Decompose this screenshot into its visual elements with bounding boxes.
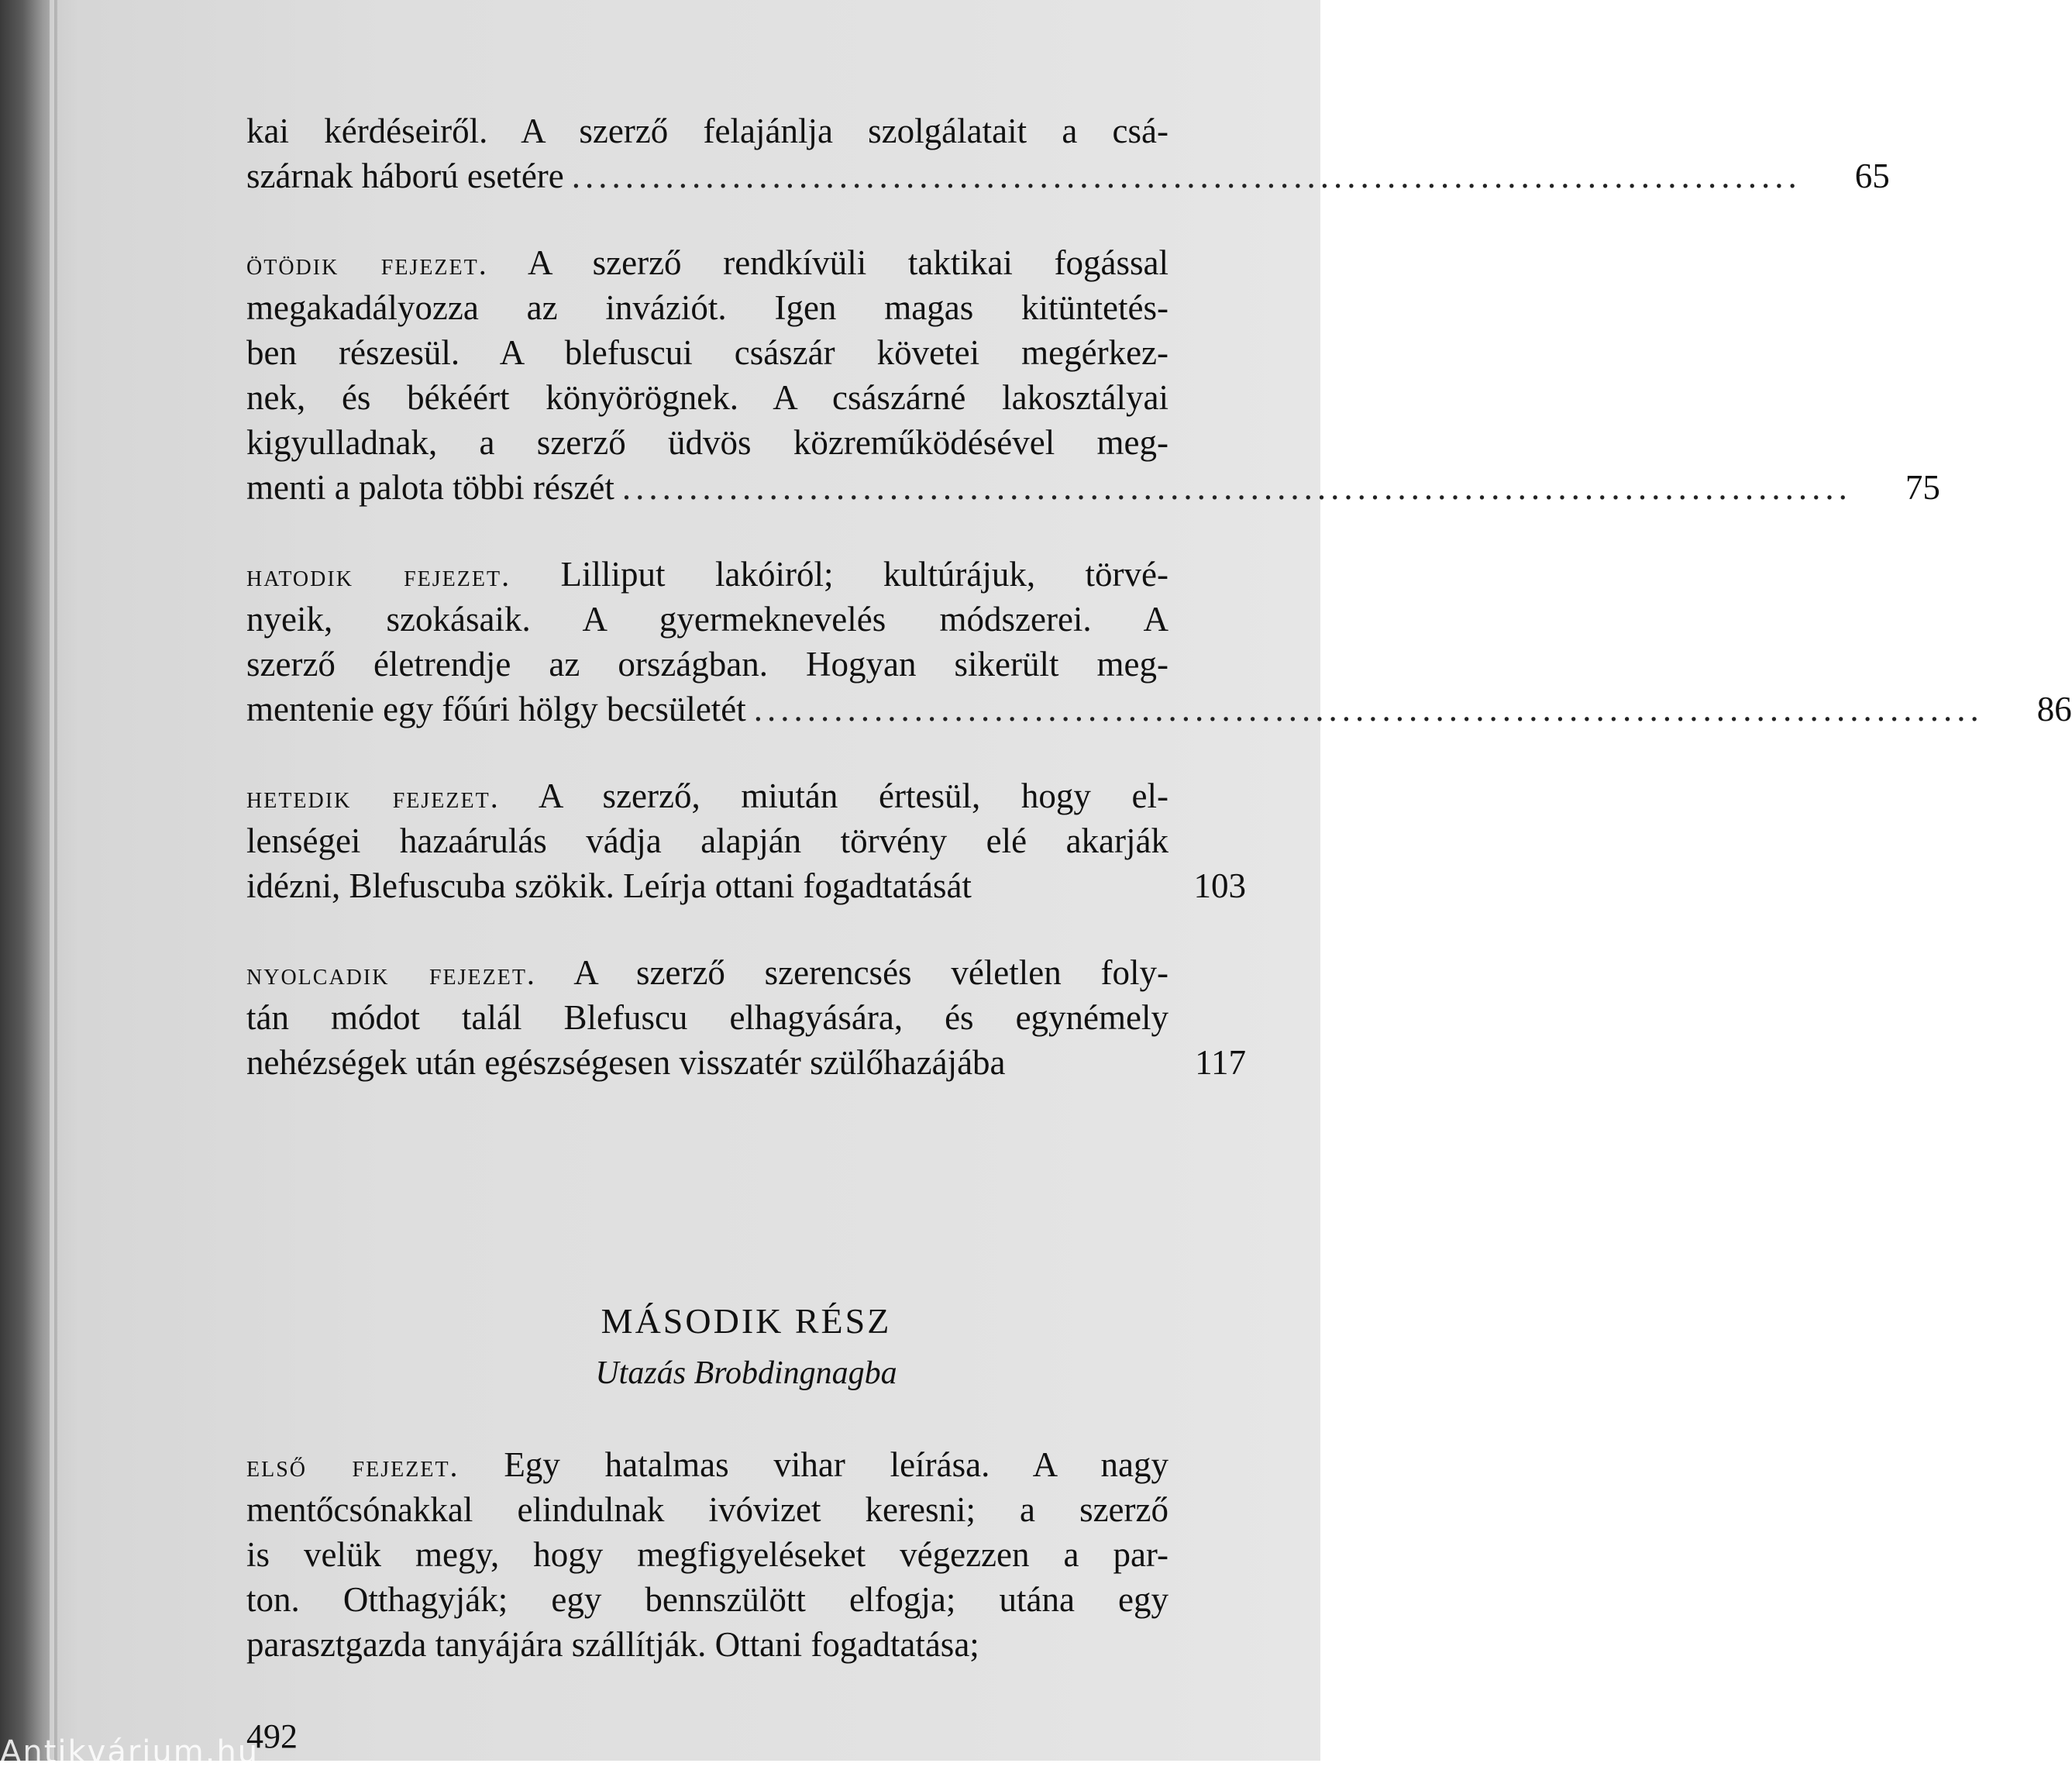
page-ref: 117 — [1195, 1043, 1246, 1082]
entry-first-line: Egy hatalmas vihar leírása. A nagy — [504, 1445, 1169, 1484]
page-ref: 103 — [1193, 866, 1246, 905]
page-ref: 75 — [1905, 468, 1940, 507]
leader-dots: ............................................................................................ — [621, 468, 1852, 507]
entry-line: megakadályozza az inváziót. Igen magas kitüntetés- — [246, 288, 1169, 327]
entry-line: kigyulladnak, a szerző üdvös közreműködésével meg- — [246, 423, 1169, 462]
entry-last-line: idézni, Blefuscuba szökik. Leírja ottani fogadtatását — [246, 866, 972, 905]
page-ref: 86 — [2036, 690, 2072, 728]
book-spine — [0, 0, 57, 1761]
entry-last-line: szárnak háború esetére — [246, 157, 564, 195]
toc-entry-chapter-5 — [246, 240, 1940, 510]
entry-line: szerző életrendje az országban. Hogyan sikerült meg- — [246, 645, 1169, 684]
entry-first-line: Lilliput lakóiról; kultúrájuk, törvé- — [560, 555, 1169, 594]
page-number: 492 — [246, 1717, 298, 1755]
entry-last-line: nehézségek után egészségesen visszatér szülőhazájába — [246, 1043, 1006, 1082]
entry-first-line: A szerző, miután értesül, hogy el- — [538, 777, 1169, 815]
entry-last-line: mentenie egy főúri hölgy becsületét — [246, 690, 746, 728]
page-ref: 65 — [1854, 157, 1890, 195]
entry-line: kai kérdéseiről. A szerző felajánlja szolgálatait a csá- — [246, 112, 1169, 150]
entry-line: is velük megy, hogy megfigyeléseket végezzen a par- — [246, 1535, 1169, 1574]
toc-entry-chapter-6 — [246, 552, 2072, 732]
chapter-label: ötödik fejezet. — [246, 246, 488, 281]
entry-line: nyeik, szokásaik. A gyermeknevelés módszerei. A — [246, 600, 1169, 639]
toc-text-block — [246, 108, 2072, 1127]
entry-line: ton. Otthagyják; egy bennszülött elfogja; utána egy — [246, 1580, 1169, 1619]
entry-first-line: A szerző rendkívüli taktikai fogással — [527, 243, 1169, 282]
entry-line: nek, és békéért könyörögnek. A császárné lakosztályai — [246, 378, 1169, 417]
leader-dots: ............................................................................................ — [753, 690, 1984, 728]
page-edge — [50, 0, 54, 1761]
entry-line: parasztgazda tanyájára szállítják. Ottani fogadtatása; — [246, 1625, 979, 1664]
entry-line: tán módot talál Blefuscu elhagyására, és egynémely — [246, 998, 1169, 1037]
leader-dots: ............................................................................................ — [571, 157, 1802, 195]
part-title: MÁSODIK RÉSZ — [601, 1301, 892, 1341]
entry-line: lenségei hazaárulás vádja alapján törvény elé akarják — [246, 821, 1169, 860]
entry-line: ben részesül. A blefuscui császár követei megérkez- — [246, 333, 1169, 372]
entry-last-line: menti a palota többi részét — [246, 468, 614, 507]
entry-first-line: A szerző szerencsés véletlen foly- — [573, 953, 1169, 992]
chapter-label: nyolcadik fejezet. — [246, 956, 536, 991]
watermark: Antikvárium.hu — [0, 1734, 260, 1770]
chapter-label: hetedik fejezet. — [246, 780, 500, 814]
chapter-label: hatodik fejezet. — [246, 558, 511, 593]
toc-entry-chapter-8 — [246, 950, 1246, 1085]
part-subtitle: Utazás Brobdingnagba — [595, 1355, 897, 1391]
toc-entry-chapter-7 — [246, 773, 1246, 908]
toc-entry-continuation — [246, 108, 1890, 198]
chapter-label: első fejezet. — [246, 1448, 459, 1483]
entry-line: mentőcsónakkal elindulnak ivóvizet keresni; a szerző — [246, 1490, 1169, 1529]
toc-entry-part2-chapter-1 — [246, 1441, 1169, 1666]
